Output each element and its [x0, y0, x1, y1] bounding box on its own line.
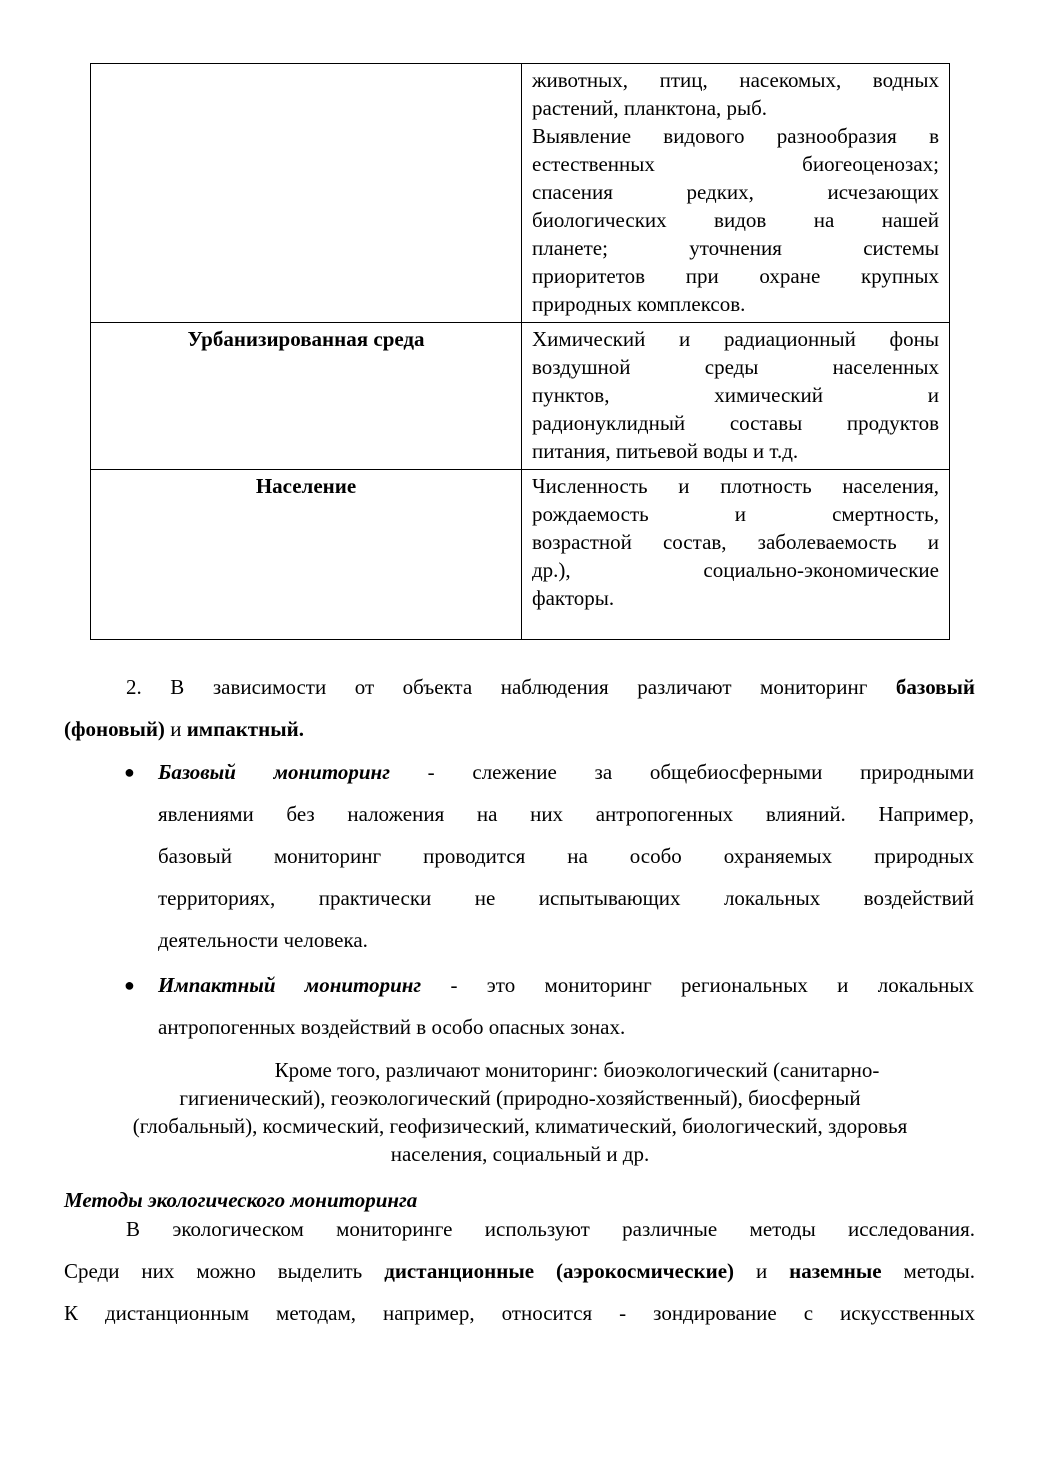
bullet-item-impact-monitoring	[158, 964, 974, 1048]
cell-line: радионуклидный составы продуктов	[532, 411, 939, 435]
cell-line: воздушной среды населенных	[532, 355, 939, 379]
table-row	[91, 323, 950, 470]
paragraph-2	[64, 666, 975, 750]
paragraph-text: методы.	[881, 1259, 975, 1283]
cell-line: планете; уточнения системы	[532, 236, 939, 260]
centered-paragraph	[40, 1056, 1000, 1168]
bullet-line: антропогенных воздействий в особо опасных зонах.	[158, 1015, 626, 1039]
cell-line: Численность и плотность населения,	[532, 474, 939, 498]
cell-line: факторы.	[532, 586, 615, 610]
bullet-text: - слежение за общебиосферными природными	[389, 760, 974, 784]
table-cell-description	[522, 470, 950, 640]
cell-line: др.), социально-экономические	[532, 558, 939, 582]
table-row	[91, 470, 950, 640]
paragraph-text: и	[734, 1259, 790, 1283]
table-cell-description	[522, 323, 950, 470]
paragraph-line: К дистанционным методам, например, относится - зондирование с искусственных	[64, 1301, 975, 1325]
cell-line: питания, питьевой воды и т.д.	[532, 439, 799, 463]
bullet-item-base-monitoring	[158, 751, 974, 961]
cell-line: спасения редких, исчезающих	[532, 180, 939, 204]
bold-term: базовый	[895, 675, 976, 699]
table-cell-object: Урбанизированная среда	[91, 323, 522, 470]
cell-line: возрастной состав, заболеваемость и	[532, 530, 939, 554]
bullet-line	[158, 964, 974, 1006]
centered-line: гигиенический), геоэкологический (природно-хозяйственный), биосферный	[179, 1086, 861, 1110]
cell-line: приоритетов при охране крупных	[532, 264, 939, 288]
paragraph-line	[64, 708, 975, 750]
methods-paragraph	[64, 1208, 975, 1334]
cell-line: растений, планктона, рыб.	[532, 96, 768, 120]
cell-line: Химический и радиационный фоны	[532, 327, 939, 351]
italic-term: Базовый мониторинг	[158, 760, 390, 784]
paragraph-text: Среди них можно выделить	[64, 1259, 385, 1283]
table-row	[91, 64, 950, 323]
paragraph-text: и	[164, 717, 187, 741]
paragraph-line	[64, 1250, 975, 1292]
monitoring-table	[90, 63, 950, 640]
cell-line: Выявление видового разнообразия в	[532, 124, 939, 148]
centered-line: населения, социальный и др.	[390, 1142, 650, 1166]
bullet-text: - это мониторинг региональных и локальных	[421, 973, 974, 997]
bullet-line	[158, 751, 974, 793]
cell-line: биологических видов на нашей	[532, 208, 939, 232]
bold-term: импактный.	[186, 717, 304, 741]
cell-line: пунктов, химический и	[532, 383, 939, 407]
section-heading: Методы экологического мониторинга	[64, 1188, 418, 1212]
table-cell-object	[91, 64, 522, 323]
bold-term: наземные	[789, 1259, 882, 1283]
bullet-line: деятельности человека.	[158, 928, 368, 952]
table-cell-description	[522, 64, 950, 323]
bold-term: дистанционные (аэрокосмические)	[384, 1259, 735, 1283]
paragraph-line: В экологическом мониторинге используют различные методы исследования.	[126, 1217, 975, 1241]
italic-term: Импактный мониторинг	[158, 973, 422, 997]
bold-term: (фоновый)	[64, 717, 165, 741]
paragraph-line	[64, 666, 975, 708]
centered-line: Кроме того, различают мониторинг: биоэкологический (санитарно-	[274, 1058, 880, 1082]
cell-line: естественных биогеоценозах;	[532, 152, 939, 176]
bullet-line: территориях, практически не испытывающих локальных воздействий	[158, 886, 974, 910]
bullet-icon: ●	[124, 975, 135, 995]
cell-line: природных комплексов.	[532, 292, 746, 316]
bullet-line: явлениями без наложения на них антропогенных влияний. Например,	[158, 802, 974, 826]
bullet-line: базовый мониторинг проводится на особо охраняемых природных	[158, 844, 974, 868]
table-cell-object: Население	[91, 470, 522, 640]
bullet-icon: ●	[124, 762, 135, 782]
cell-line: животных, птиц, насекомых, водных	[532, 68, 939, 92]
centered-line: (глобальный), космический, геофизический, климатический, биологический, здоровья	[132, 1114, 908, 1138]
cell-line: рождаемость и смертность,	[532, 502, 939, 526]
paragraph-text: 2. В зависимости от объекта наблюдения различают мониторинг	[126, 675, 868, 699]
